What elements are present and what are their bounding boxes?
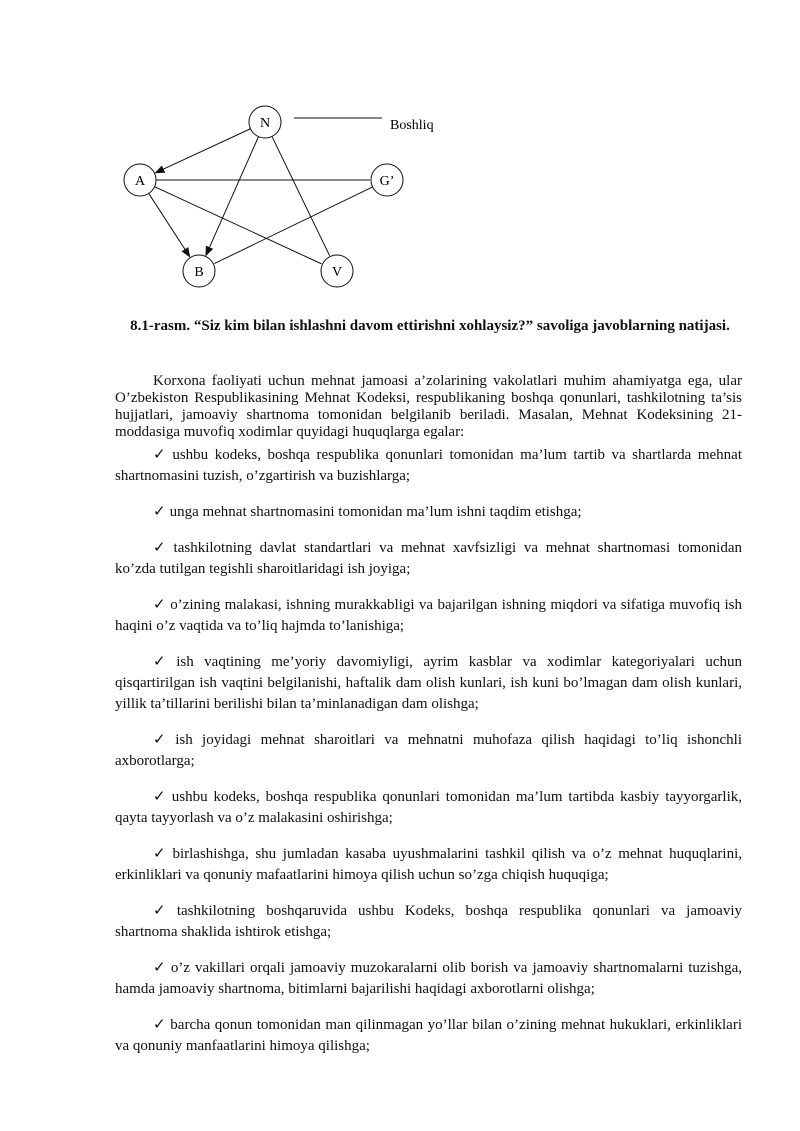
node-N-label: N — [259, 116, 271, 131]
diagram-nodes — [124, 106, 403, 287]
list-item — [115, 538, 742, 580]
checkmark-icon: ✓ — [153, 597, 167, 613]
checkmark-icon: ✓ — [153, 903, 173, 919]
list-item-text: ushbu kodeks, boshqa respublika qonunlari tomonidan ma’lum tartib va shartlarda mehnat shartnomasini tuzish, o’zgartirish va buzishlarga; — [115, 447, 742, 484]
list-item-text: ish joyidagi mehnat sharoitlari va mehnatni muhofaza qilish haqidagi to’liq ishonchli axborotlarga; — [115, 732, 742, 769]
leader-label: Boshliq — [390, 118, 434, 133]
checkmark-icon: ✓ — [153, 540, 170, 556]
checkmark-icon: ✓ — [153, 789, 168, 805]
list-item — [115, 958, 742, 1000]
list-item-text: ish vaqtining me’yoriy davomiyligi, ayrim kasblar va xodimlar kategoriyalari uchun qisqartirilgan ish vaqtini belgilanishi, haftalik dam olish kunlari, ish kuni bo’lmagan dam olish kunlari, yillik ta’tillarini berilishi bilan ta’minlanadigan dam olishga; — [115, 654, 742, 712]
node-G-label: G’ — [379, 174, 395, 189]
list-item-text: tashkilotning boshqaruvida ushbu Kodeks, boshqa respublika qonunlari va jamoaviy shartnoma shaklida ishtirok etishga; — [115, 903, 742, 940]
intro-paragraph: Korxona faoliyati uchun mehnat jamoasi a’zolarining vakolatlari muhim ahamiyatga ega, ular O’zbekiston Respublikasining Mehnat Kodeksi, respublikaning boshqa qonunlari, tashkilotning ta’sis hujjatlari, jamoaviy shartnoma tomonidan belgilanib beriladi. Masalan, Mehnat Kodeksining 21-moddasiga muvofiq xodimlar quyidagi huquqlarga egalar: — [115, 373, 742, 440]
list-item — [115, 445, 742, 487]
sociogram-diagram — [0, 0, 800, 300]
list-item-text: o’zining malakasi, ishning murakkabligi va bajarilgan ishning miqdori va sifatiga muvofiq ish haqini o’z vaqtida va to’liq hajmda to’lanishiga; — [115, 597, 742, 634]
checkmark-icon: ✓ — [153, 732, 172, 748]
edge-N-B — [206, 137, 259, 256]
list-item — [115, 730, 742, 772]
list-item — [115, 595, 742, 637]
list-item — [115, 844, 742, 886]
list-item — [115, 787, 742, 829]
list-item-text: unga mehnat shartnomasini tomonidan ma’lum ishni taqdim etishga; — [169, 504, 582, 520]
edge-A-B — [149, 193, 190, 256]
figure-caption: 8.1-rasm. “Siz kim bilan ishlashni davom ettirishni xohlaysiz?” savoliga javoblarning natijasi. — [130, 318, 730, 334]
node-V-label: V — [331, 265, 343, 280]
list-item — [115, 652, 742, 715]
list-item-text: barcha qonun tomonidan man qilinmagan yo’llar bilan o’zining mehnat hukuklari, erkinliklari va qonuniy manfaatlarini himoya qilishga; — [115, 1017, 742, 1054]
rights-list — [115, 445, 742, 1072]
checkmark-icon: ✓ — [153, 504, 166, 520]
checkmark-icon: ✓ — [153, 654, 173, 670]
list-item-text: o’z vakillari orqali jamoaviy muzokaralarni olib borish va jamoaviy shartnomalarni tuzishga, hamda jamoaviy shartnoma, bitimlarni bajarilishi haqidagi axborotlarni olishga; — [115, 960, 742, 997]
checkmark-icon: ✓ — [153, 1017, 167, 1033]
edge-N-A — [155, 129, 250, 173]
diagram-edges — [149, 129, 373, 264]
checkmark-icon: ✓ — [153, 846, 169, 862]
list-item — [115, 1015, 742, 1057]
edge-N-V — [272, 136, 330, 255]
checkmark-icon: ✓ — [153, 447, 169, 463]
list-item-text: tashkilotning davlat standartlari va mehnat xavfsizligi va mehnat shartnomasi tomonidan ko’zda tutilgan tegishli sharoitlaridagi ish joyiga; — [115, 540, 742, 577]
list-item-text: ushbu kodeks, boshqa respublika qonunlari tomonidan ma’lum tartibda kasbiy tayyorgarlik, qayta tayyorlash va o’z malakasini oshirishga; — [115, 789, 742, 826]
list-item — [115, 502, 742, 523]
list-item-text: birlashishga, shu jumladan kasaba uyushmalarini tashkil qilish va o’z mehnat huquqlarini, erkinliklari va qonuniy mafaatlarini himoya qilish uchun so’zga chiqish huquqiga; — [115, 846, 742, 883]
node-A-label: A — [134, 174, 146, 189]
checkmark-icon: ✓ — [153, 960, 167, 976]
node-B-label: B — [194, 265, 204, 280]
list-item — [115, 901, 742, 943]
